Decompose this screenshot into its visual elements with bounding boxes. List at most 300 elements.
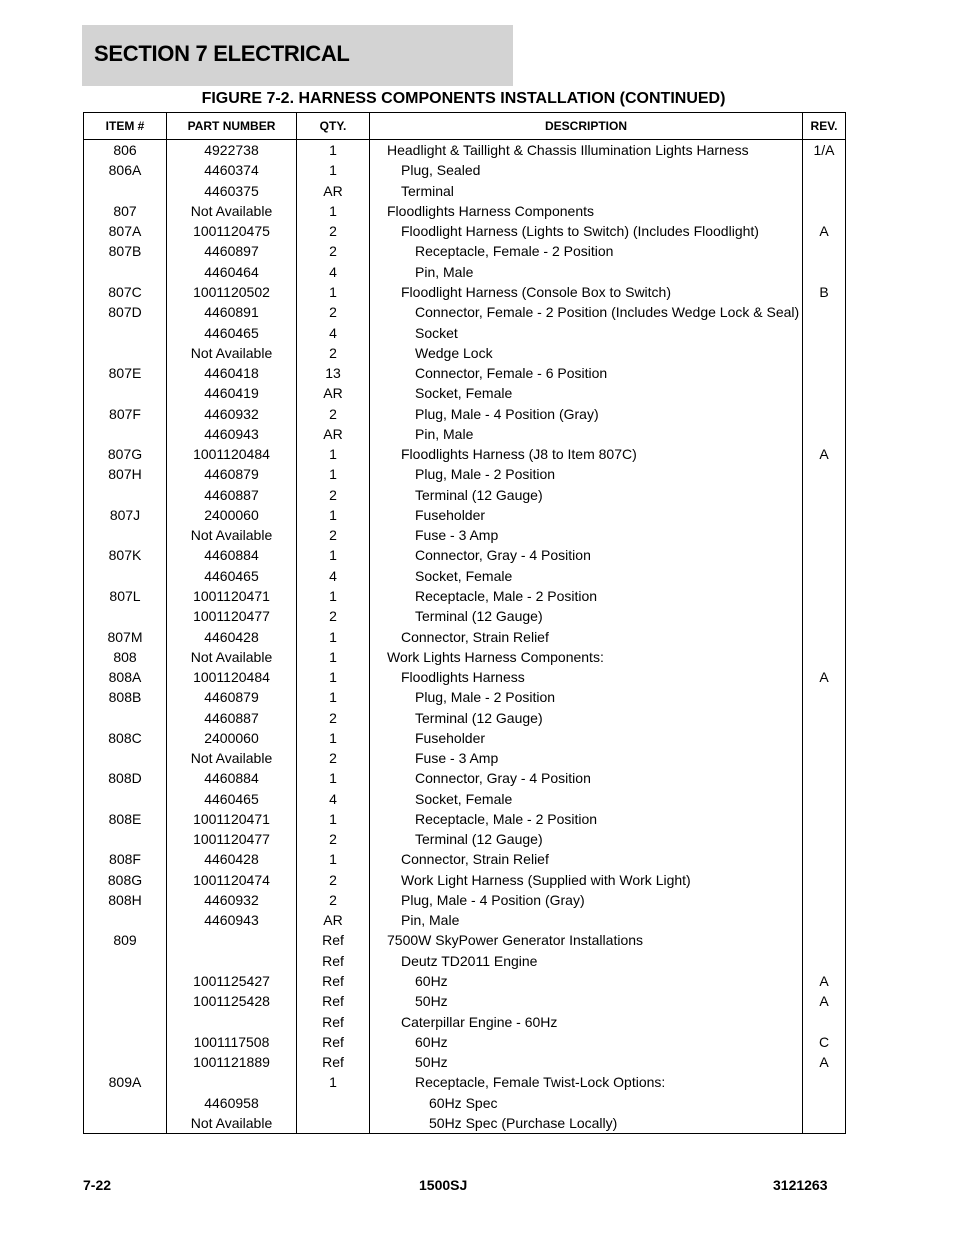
cell-item	[84, 485, 167, 505]
cell-item	[84, 951, 167, 971]
cell-qty: 1	[297, 464, 370, 484]
cell-part-number	[167, 1072, 297, 1092]
cell-item	[84, 1092, 167, 1112]
cell-part-number: 4460897	[167, 241, 297, 261]
cell-rev	[803, 1072, 846, 1092]
cell-qty: AR	[297, 910, 370, 930]
cell-qty: Ref	[297, 971, 370, 991]
cell-description: Socket, Female	[370, 383, 803, 403]
cell-part-number: 1001120475	[167, 221, 297, 241]
cell-part-number: 4460943	[167, 910, 297, 930]
cell-description: Terminal (12 Gauge)	[370, 829, 803, 849]
table-row	[84, 383, 846, 403]
cell-qty	[297, 1113, 370, 1134]
cell-description: Fuseholder	[370, 505, 803, 525]
cell-part-number: 4460887	[167, 707, 297, 727]
table-row	[84, 890, 846, 910]
cell-part-number: 4460419	[167, 383, 297, 403]
cell-qty: 2	[297, 707, 370, 727]
cell-part-number: Not Available	[167, 1113, 297, 1134]
cell-qty: Ref	[297, 991, 370, 1011]
cell-qty	[297, 1092, 370, 1112]
cell-qty: 1	[297, 687, 370, 707]
cell-rev	[803, 586, 846, 606]
cell-item: 808	[84, 647, 167, 667]
cell-description: Plug, Male - 2 Position	[370, 464, 803, 484]
cell-rev	[803, 647, 846, 667]
table-header-row	[84, 113, 846, 140]
parts-table	[83, 112, 846, 1134]
cell-part-number: 4460464	[167, 262, 297, 282]
cell-description: Connector, Gray - 4 Position	[370, 768, 803, 788]
cell-qty: 1	[297, 444, 370, 464]
cell-item: 807L	[84, 586, 167, 606]
cell-rev	[803, 201, 846, 221]
cell-description: Work Lights Harness Components:	[370, 647, 803, 667]
cell-part-number: 4460374	[167, 160, 297, 180]
cell-rev	[803, 606, 846, 626]
cell-qty: 2	[297, 343, 370, 363]
table-row	[84, 282, 846, 302]
cell-qty: 2	[297, 748, 370, 768]
cell-qty: AR	[297, 383, 370, 403]
cell-item: 807K	[84, 545, 167, 565]
table-row	[84, 870, 846, 890]
cell-description: Connector, Strain Relief	[370, 849, 803, 869]
cell-part-number: 1001120471	[167, 809, 297, 829]
cell-description: 50Hz Spec (Purchase Locally)	[370, 1113, 803, 1134]
cell-rev	[803, 302, 846, 322]
cell-description: Plug, Sealed	[370, 160, 803, 180]
cell-part-number: 4460465	[167, 322, 297, 342]
cell-rev	[803, 403, 846, 423]
cell-qty: Ref	[297, 951, 370, 971]
cell-part-number: 1001117508	[167, 1032, 297, 1052]
cell-part-number: 4460879	[167, 687, 297, 707]
cell-qty: AR	[297, 181, 370, 201]
cell-item: 809	[84, 930, 167, 950]
footer-doc-number: 3121263	[773, 1177, 828, 1193]
cell-description: Socket, Female	[370, 566, 803, 586]
cell-part-number: 2400060	[167, 505, 297, 525]
cell-part-number: 1001120484	[167, 444, 297, 464]
cell-part-number: Not Available	[167, 201, 297, 221]
table-row	[84, 1092, 846, 1112]
cell-description: Pin, Male	[370, 262, 803, 282]
cell-description: 50Hz	[370, 1052, 803, 1072]
cell-description: Receptacle, Female Twist-Lock Options:	[370, 1072, 803, 1092]
cell-item	[84, 525, 167, 545]
table-row	[84, 1113, 846, 1134]
cell-description: 60Hz	[370, 1032, 803, 1052]
table-row	[84, 545, 846, 565]
cell-rev	[803, 383, 846, 403]
cell-rev	[803, 485, 846, 505]
table-row	[84, 647, 846, 667]
cell-qty: 2	[297, 485, 370, 505]
cell-description: Floodlights Harness (J8 to Item 807C)	[370, 444, 803, 464]
cell-item	[84, 1011, 167, 1031]
cell-rev	[803, 829, 846, 849]
cell-description: Plug, Male - 4 Position (Gray)	[370, 403, 803, 423]
cell-item: 808F	[84, 849, 167, 869]
table-row	[84, 525, 846, 545]
cell-item	[84, 383, 167, 403]
cell-rev: A	[803, 444, 846, 464]
table-row	[84, 687, 846, 707]
cell-qty: Ref	[297, 1011, 370, 1031]
section-header-band	[82, 25, 513, 86]
cell-rev	[803, 951, 846, 971]
cell-description: Plug, Male - 2 Position	[370, 687, 803, 707]
cell-qty: 1	[297, 647, 370, 667]
cell-item	[84, 322, 167, 342]
cell-part-number: 4460887	[167, 485, 297, 505]
cell-rev	[803, 566, 846, 586]
cell-qty: 2	[297, 403, 370, 423]
cell-description: Receptacle, Male - 2 Position	[370, 809, 803, 829]
cell-qty: 1	[297, 849, 370, 869]
cell-part-number: 4460428	[167, 626, 297, 646]
table-row	[84, 403, 846, 423]
cell-rev	[803, 1092, 846, 1112]
cell-qty: 1	[297, 728, 370, 748]
cell-item	[84, 1032, 167, 1052]
cell-item	[84, 789, 167, 809]
cell-qty: 1	[297, 505, 370, 525]
cell-item: 807F	[84, 403, 167, 423]
table-row	[84, 667, 846, 687]
cell-rev	[803, 768, 846, 788]
cell-part-number: 4460465	[167, 566, 297, 586]
cell-rev	[803, 870, 846, 890]
cell-description: Connector, Gray - 4 Position	[370, 545, 803, 565]
cell-description: Receptacle, Male - 2 Position	[370, 586, 803, 606]
cell-item	[84, 829, 167, 849]
cell-part-number: 1001120477	[167, 829, 297, 849]
table-row	[84, 444, 846, 464]
cell-qty: 4	[297, 322, 370, 342]
column-header-rev: REV.	[803, 113, 846, 140]
cell-rev	[803, 1011, 846, 1031]
cell-qty: 13	[297, 363, 370, 383]
cell-qty: Ref	[297, 1032, 370, 1052]
table-row	[84, 829, 846, 849]
cell-description: Fuse - 3 Amp	[370, 748, 803, 768]
cell-qty: Ref	[297, 1052, 370, 1072]
table-row	[84, 789, 846, 809]
cell-part-number: 4460884	[167, 545, 297, 565]
cell-description: Floodlights Harness	[370, 667, 803, 687]
cell-qty: 2	[297, 829, 370, 849]
table-row	[84, 910, 846, 930]
cell-part-number: 4460465	[167, 789, 297, 809]
cell-qty: 2	[297, 302, 370, 322]
table-row	[84, 322, 846, 342]
cell-item: 808D	[84, 768, 167, 788]
cell-part-number: Not Available	[167, 343, 297, 363]
table-row	[84, 707, 846, 727]
cell-rev	[803, 363, 846, 383]
table-row	[84, 1052, 846, 1072]
cell-item: 807B	[84, 241, 167, 261]
cell-description: Wedge Lock	[370, 343, 803, 363]
table-row	[84, 748, 846, 768]
cell-qty: 1	[297, 626, 370, 646]
cell-rev: 1/A	[803, 140, 846, 161]
cell-description: Terminal (12 Gauge)	[370, 606, 803, 626]
cell-rev: B	[803, 282, 846, 302]
footer-page-number: 7-22	[83, 1177, 112, 1193]
cell-description: 7500W SkyPower Generator Installations	[370, 930, 803, 950]
cell-item: 807E	[84, 363, 167, 383]
figure-title: FIGURE 7-2. HARNESS COMPONENTS INSTALLATION (CONTINUED)	[201, 90, 726, 107]
cell-item	[84, 707, 167, 727]
cell-rev	[803, 464, 846, 484]
cell-description: Work Light Harness (Supplied with Work Light)	[370, 870, 803, 890]
cell-part-number: 4460891	[167, 302, 297, 322]
cell-qty: Ref	[297, 930, 370, 950]
cell-description: Socket	[370, 322, 803, 342]
cell-part-number: 2400060	[167, 728, 297, 748]
cell-description: Terminal	[370, 181, 803, 201]
table-row	[84, 566, 846, 586]
cell-part-number: Not Available	[167, 647, 297, 667]
cell-rev	[803, 262, 846, 282]
cell-part-number: Not Available	[167, 525, 297, 545]
cell-qty: 2	[297, 525, 370, 545]
cell-qty: 1	[297, 667, 370, 687]
cell-item: 807	[84, 201, 167, 221]
cell-item: 808C	[84, 728, 167, 748]
cell-item	[84, 262, 167, 282]
cell-qty: 1	[297, 282, 370, 302]
cell-qty: 1	[297, 586, 370, 606]
cell-part-number	[167, 1011, 297, 1031]
table-row	[84, 241, 846, 261]
footer-model: 1500SJ	[419, 1177, 468, 1193]
table-row	[84, 849, 846, 869]
cell-description: Deutz TD2011 Engine	[370, 951, 803, 971]
cell-qty: 4	[297, 566, 370, 586]
cell-description: Floodlights Harness Components	[370, 201, 803, 221]
table-row	[84, 343, 846, 363]
cell-part-number: Not Available	[167, 748, 297, 768]
cell-qty: 1	[297, 809, 370, 829]
cell-item	[84, 343, 167, 363]
cell-rev	[803, 849, 846, 869]
cell-part-number: 4460884	[167, 768, 297, 788]
cell-item	[84, 1113, 167, 1134]
cell-qty: 2	[297, 606, 370, 626]
cell-item	[84, 748, 167, 768]
column-header-description: DESCRIPTION	[370, 113, 803, 140]
cell-part-number: 1001120471	[167, 586, 297, 606]
cell-qty: 1	[297, 545, 370, 565]
cell-item	[84, 181, 167, 201]
cell-qty: 1	[297, 1072, 370, 1092]
cell-qty: 4	[297, 262, 370, 282]
cell-description: Plug, Male - 4 Position (Gray)	[370, 890, 803, 910]
cell-item: 808B	[84, 687, 167, 707]
cell-description: Socket, Female	[370, 789, 803, 809]
table-row	[84, 991, 846, 1011]
cell-part-number: 4460375	[167, 181, 297, 201]
table-row	[84, 505, 846, 525]
cell-description: Connector, Female - 6 Position	[370, 363, 803, 383]
cell-description: Terminal (12 Gauge)	[370, 485, 803, 505]
column-header-item: ITEM #	[84, 113, 167, 140]
cell-rev	[803, 789, 846, 809]
cell-part-number	[167, 930, 297, 950]
table-row	[84, 809, 846, 829]
cell-part-number: 4460932	[167, 403, 297, 423]
cell-description: Receptacle, Female - 2 Position	[370, 241, 803, 261]
cell-rev: A	[803, 1052, 846, 1072]
cell-qty: 1	[297, 160, 370, 180]
table-row	[84, 262, 846, 282]
table-row	[84, 728, 846, 748]
table-row	[84, 201, 846, 221]
cell-item: 807H	[84, 464, 167, 484]
cell-rev	[803, 322, 846, 342]
cell-rev	[803, 707, 846, 727]
cell-rev	[803, 424, 846, 444]
cell-qty: 2	[297, 870, 370, 890]
cell-item: 809A	[84, 1072, 167, 1092]
cell-rev	[803, 890, 846, 910]
cell-rev	[803, 525, 846, 545]
table-row	[84, 181, 846, 201]
cell-qty: 1	[297, 768, 370, 788]
cell-part-number: 1001125427	[167, 971, 297, 991]
cell-description: Pin, Male	[370, 910, 803, 930]
cell-part-number: 1001120477	[167, 606, 297, 626]
cell-rev	[803, 809, 846, 829]
cell-qty: 1	[297, 201, 370, 221]
table-row	[84, 626, 846, 646]
table-row	[84, 140, 846, 161]
cell-rev	[803, 181, 846, 201]
cell-rev	[803, 1113, 846, 1134]
cell-item	[84, 910, 167, 930]
cell-item: 807C	[84, 282, 167, 302]
cell-qty: 2	[297, 890, 370, 910]
cell-rev: A	[803, 971, 846, 991]
cell-description: Pin, Male	[370, 424, 803, 444]
cell-description: 50Hz	[370, 991, 803, 1011]
cell-description: Fuseholder	[370, 728, 803, 748]
cell-rev	[803, 505, 846, 525]
cell-item: 807M	[84, 626, 167, 646]
cell-rev: A	[803, 991, 846, 1011]
cell-rev	[803, 748, 846, 768]
cell-description: 60Hz	[370, 971, 803, 991]
cell-description: Terminal (12 Gauge)	[370, 707, 803, 727]
cell-rev	[803, 626, 846, 646]
cell-item: 808H	[84, 890, 167, 910]
column-header-qty: QTY.	[297, 113, 370, 140]
cell-item: 806	[84, 140, 167, 161]
cell-item: 807A	[84, 221, 167, 241]
cell-item: 808G	[84, 870, 167, 890]
table-row	[84, 971, 846, 991]
cell-part-number: 1001120474	[167, 870, 297, 890]
cell-item: 808E	[84, 809, 167, 829]
table-row	[84, 1072, 846, 1092]
cell-description: Connector, Strain Relief	[370, 626, 803, 646]
table-row	[84, 464, 846, 484]
cell-item	[84, 606, 167, 626]
column-header-part-number: PART NUMBER	[167, 113, 297, 140]
cell-part-number: 4922738	[167, 140, 297, 161]
cell-description: Floodlight Harness (Console Box to Switch)	[370, 282, 803, 302]
cell-qty: 2	[297, 241, 370, 261]
table-row	[84, 363, 846, 383]
cell-rev: C	[803, 1032, 846, 1052]
cell-part-number: 4460932	[167, 890, 297, 910]
cell-part-number: 1001120484	[167, 667, 297, 687]
cell-part-number: 4460418	[167, 363, 297, 383]
cell-qty: 1	[297, 140, 370, 161]
cell-part-number: 4460428	[167, 849, 297, 869]
table-row	[84, 424, 846, 444]
table-row	[84, 221, 846, 241]
table-row	[84, 160, 846, 180]
section-title: SECTION 7 ELECTRICAL	[94, 41, 350, 66]
cell-description: Fuse - 3 Amp	[370, 525, 803, 545]
cell-rev: A	[803, 221, 846, 241]
cell-item	[84, 424, 167, 444]
table-row	[84, 302, 846, 322]
cell-rev	[803, 343, 846, 363]
cell-part-number: 1001121889	[167, 1052, 297, 1072]
cell-item	[84, 971, 167, 991]
cell-part-number: 1001125428	[167, 991, 297, 1011]
cell-rev	[803, 930, 846, 950]
cell-item: 807J	[84, 505, 167, 525]
cell-item	[84, 566, 167, 586]
table-row	[84, 930, 846, 950]
table-row	[84, 951, 846, 971]
table-row	[84, 1032, 846, 1052]
cell-rev	[803, 241, 846, 261]
cell-qty: 2	[297, 221, 370, 241]
cell-description: Floodlight Harness (Lights to Switch) (Includes Floodlight)	[370, 221, 803, 241]
cell-rev	[803, 545, 846, 565]
cell-item: 807G	[84, 444, 167, 464]
cell-part-number: 1001120502	[167, 282, 297, 302]
table-row	[84, 485, 846, 505]
cell-part-number: 4460879	[167, 464, 297, 484]
table-row	[84, 1011, 846, 1031]
cell-rev: A	[803, 667, 846, 687]
cell-description: 60Hz Spec	[370, 1092, 803, 1112]
cell-item: 808A	[84, 667, 167, 687]
cell-part-number	[167, 951, 297, 971]
cell-rev	[803, 160, 846, 180]
cell-rev	[803, 910, 846, 930]
table-row	[84, 586, 846, 606]
cell-item	[84, 991, 167, 1011]
cell-item	[84, 1052, 167, 1072]
cell-item: 807D	[84, 302, 167, 322]
cell-qty: AR	[297, 424, 370, 444]
cell-part-number: 4460958	[167, 1092, 297, 1112]
cell-qty: 4	[297, 789, 370, 809]
table-body	[84, 140, 846, 1134]
cell-description: Connector, Female - 2 Position (Includes Wedge Lock & Seal)	[370, 302, 803, 322]
